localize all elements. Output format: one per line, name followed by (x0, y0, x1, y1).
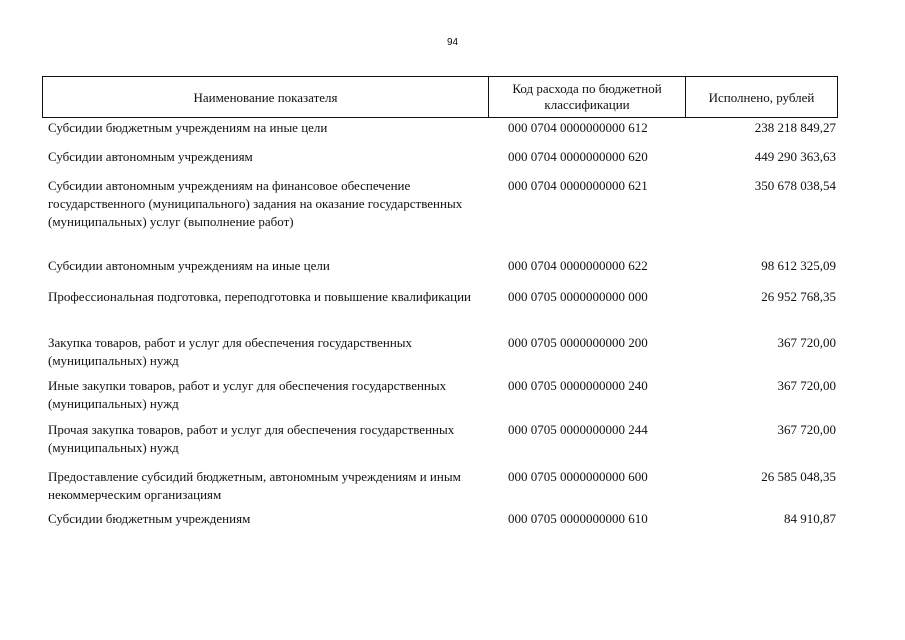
row-code: 000 0704 0000000000 620 (508, 149, 648, 164)
row-name: Иные закупки товаров, работ и услуг для обеспечения государственных (муниципальных) нужд (48, 378, 447, 411)
header-code: Код расхода по бюджетной классификации (489, 77, 686, 117)
row-name: Закупка товаров, работ и услуг для обеспечения государственных (муниципальных) нужд (48, 335, 413, 368)
header-amount: Исполнено, рублей (708, 90, 815, 105)
row-name: Субсидии автономным учреждениям на иные цели (48, 258, 330, 273)
table-header (42, 76, 838, 118)
row-name: Прочая закупка товаров, работ и услуг для обеспечения государственных (муниципальных) нужд (48, 422, 455, 455)
row-name: Предоставление субсидий бюджетным, автономным учреждениям и иным некоммерческим организациям (48, 469, 461, 502)
row-amount: 238 218 849,27 (754, 120, 836, 135)
row-amount: 98 612 325,09 (761, 258, 836, 273)
row-code: 000 0705 0000000000 000 (508, 289, 648, 304)
row-code: 000 0705 0000000000 610 (508, 511, 648, 526)
row-amount: 84 910,87 (784, 511, 836, 526)
row-code: 000 0704 0000000000 612 (508, 120, 648, 135)
row-amount: 367 720,00 (777, 422, 836, 437)
row-name: Субсидии бюджетным учреждениям на иные цели (48, 120, 328, 135)
row-name: Профессиональная подготовка, переподготовка и повышение квалификации (48, 289, 472, 304)
row-amount: 350 678 038,54 (754, 178, 836, 193)
row-code: 000 0704 0000000000 622 (508, 258, 648, 273)
row-amount: 449 290 363,63 (754, 149, 836, 164)
row-code: 000 0705 0000000000 600 (508, 469, 648, 484)
row-amount: 367 720,00 (777, 335, 836, 350)
row-amount: 26 952 768,35 (761, 289, 836, 304)
row-amount: 26 585 048,35 (761, 469, 836, 484)
row-code: 000 0704 0000000000 621 (508, 178, 648, 193)
row-name: Субсидии автономным учреждениям на финансовое обеспечение государственного (муниципального) задания на оказание государственных (муниципальных) услуг (выполнение работ) (48, 178, 463, 229)
row-code: 000 0705 0000000000 240 (508, 378, 648, 393)
row-name: Субсидии бюджетным учреждениям (48, 511, 251, 526)
header-name: Наименование показателя (43, 77, 489, 117)
page-number: 94 (446, 37, 459, 48)
row-amount: 367 720,00 (777, 378, 836, 393)
row-name: Субсидии автономным учреждениям (48, 149, 253, 164)
row-code: 000 0705 0000000000 244 (508, 422, 648, 437)
row-code: 000 0705 0000000000 200 (508, 335, 648, 350)
